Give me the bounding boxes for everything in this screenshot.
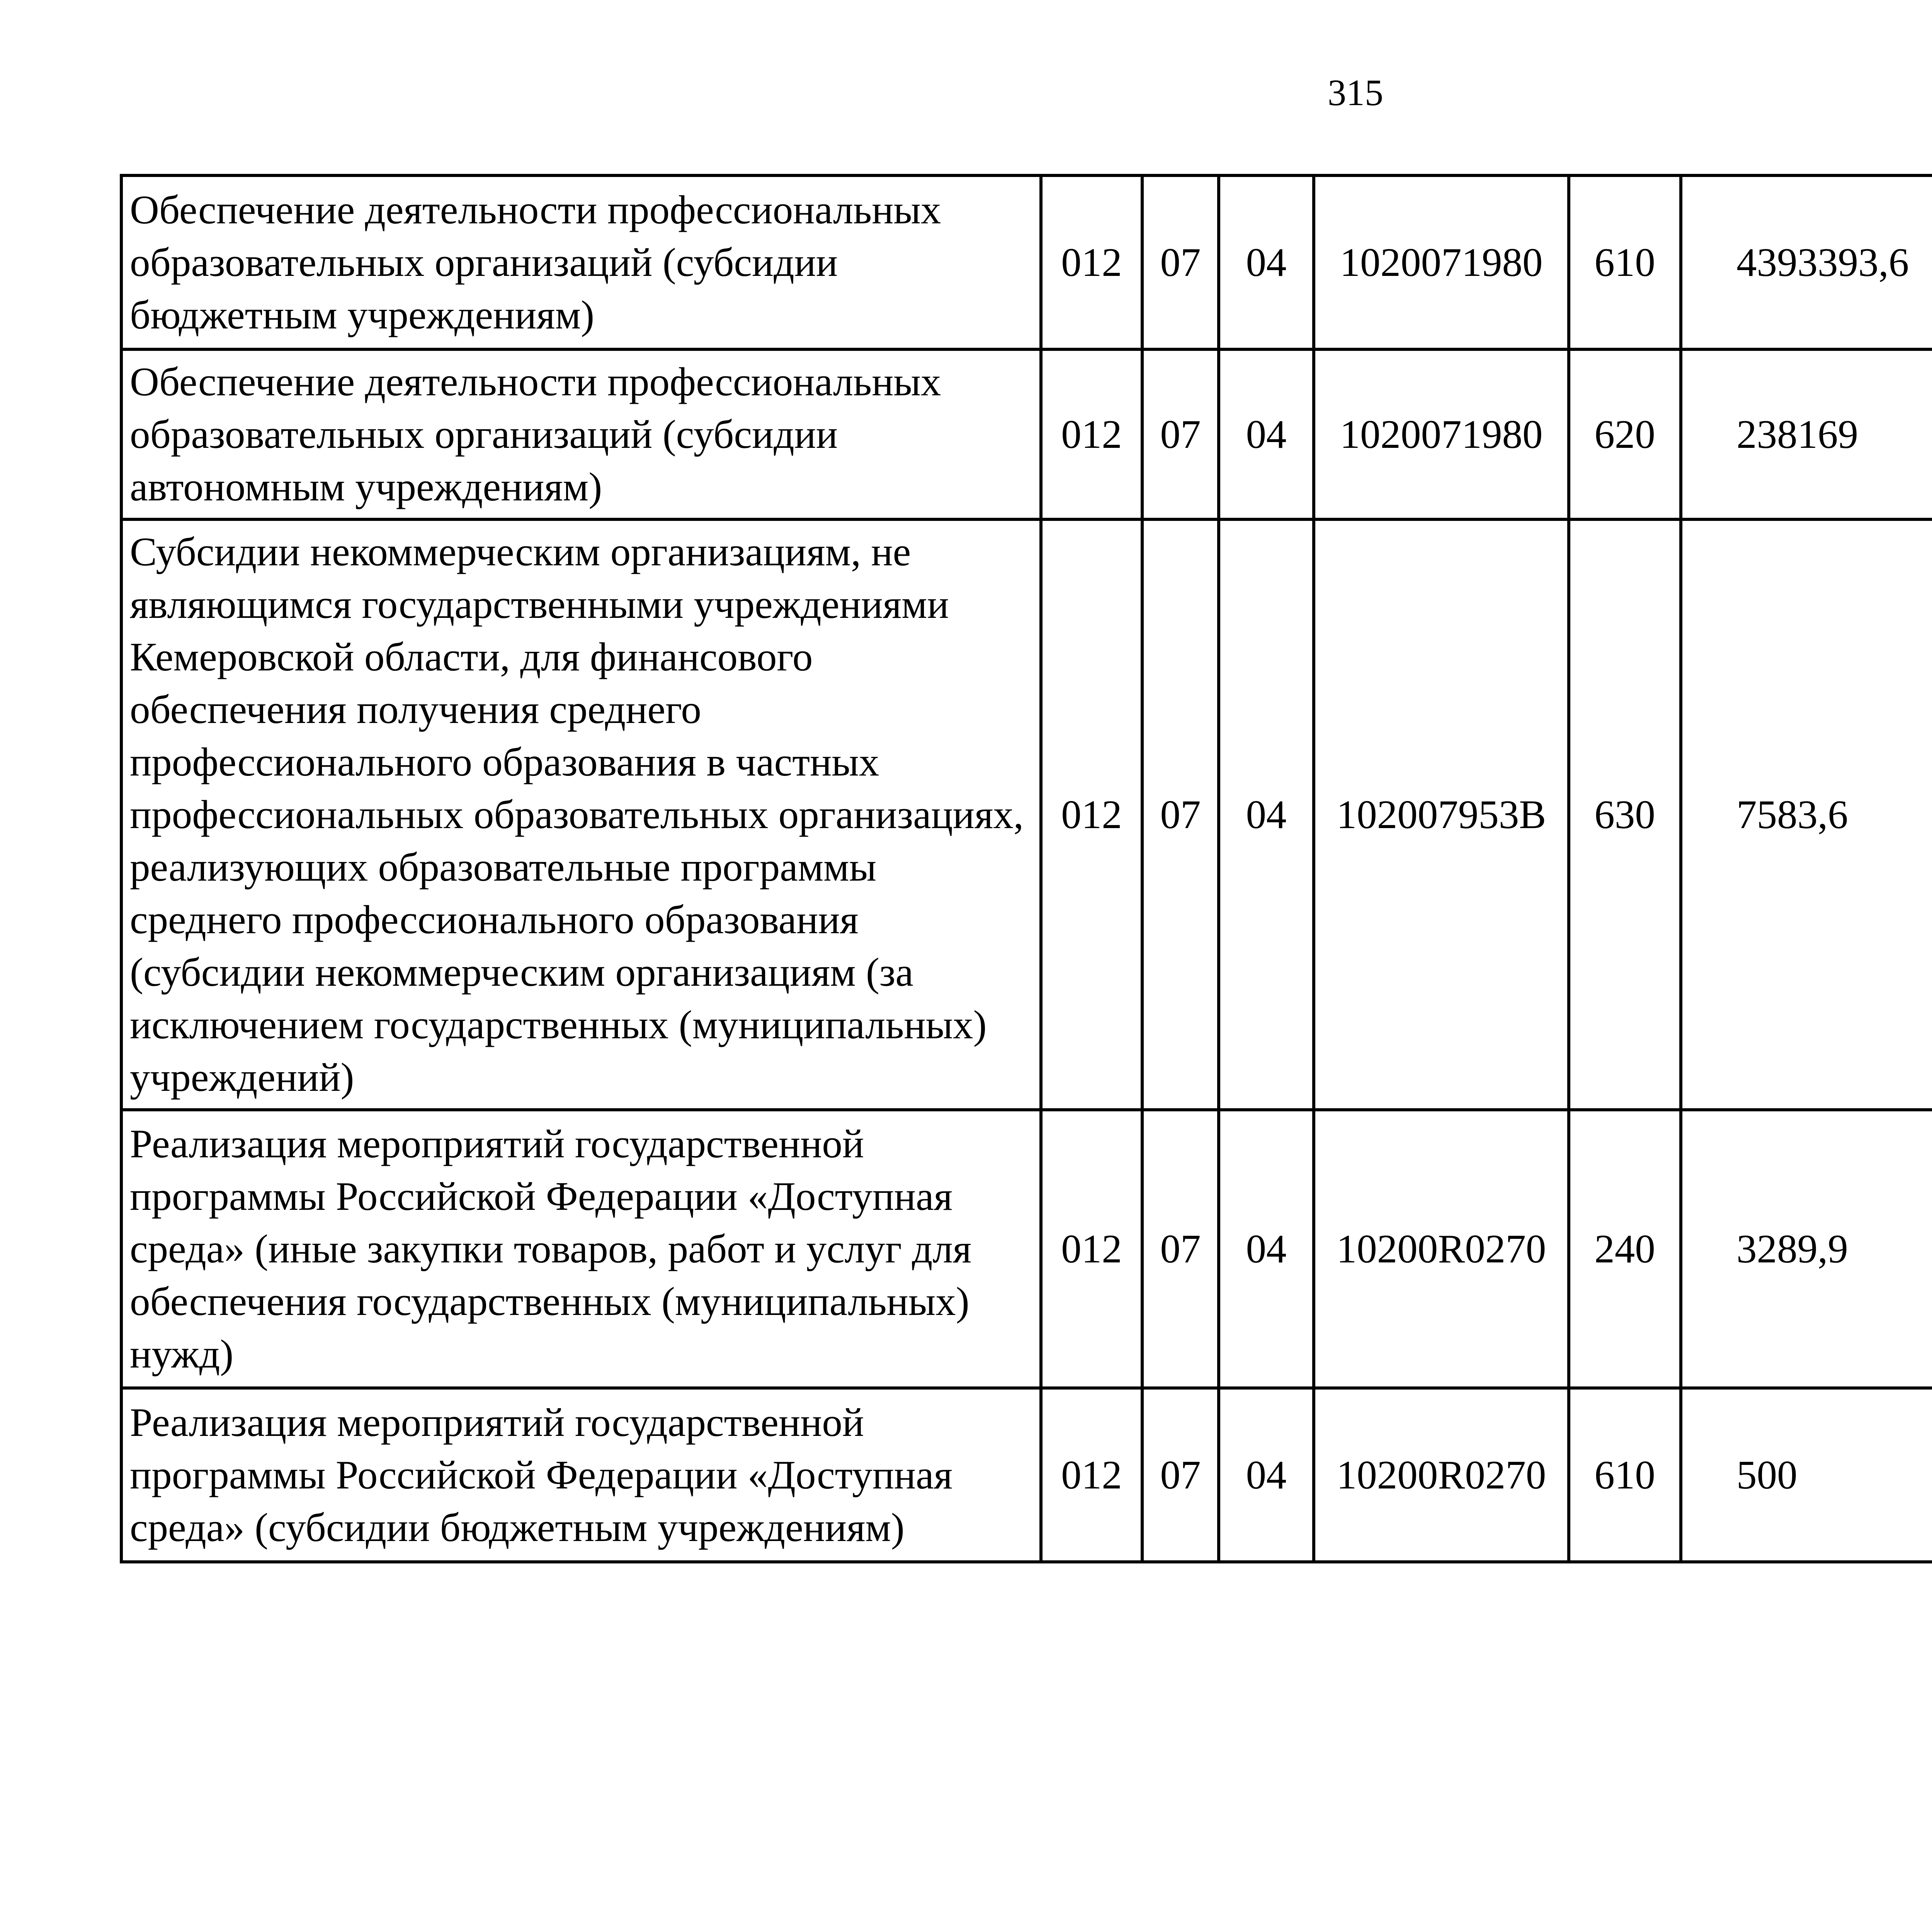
expense-name: Реализация мероприятий государственной программы Российской Федерации «Доступная среда» (субсидии бюджетным учреждениям) [121, 1388, 1041, 1562]
amount-year-1: 3289,9 [1681, 1110, 1932, 1388]
target-article-code: 1020071980 [1314, 349, 1569, 519]
target-article-code: 102007953В [1314, 519, 1569, 1110]
expense-name: Реализация мероприятий государственной программы Российской Федерации «Доступная среда» (иные закупки товаров, работ и услуг для обеспечения государственных (муниципальных) нужд) [121, 1110, 1041, 1388]
subsection-code: 04 [1219, 175, 1314, 349]
subsection-code: 04 [1219, 519, 1314, 1110]
ministry-code: 012 [1041, 175, 1142, 349]
ministry-code: 012 [1041, 1388, 1142, 1562]
expense-type-code: 240 [1569, 1110, 1681, 1388]
expense-type-code: 630 [1569, 519, 1681, 1110]
ministry-code: 012 [1041, 519, 1142, 1110]
amount-year-1: 500 [1681, 1388, 1932, 1562]
subsection-code: 04 [1219, 1388, 1314, 1562]
expense-name: Субсидии некоммерческим организациям, не являющимся государственными учреждениями Кемеровской области, для финансового обеспечения получения среднего профессионального образования в частных профессиональных образовательных организациях, реализующих образовательные программы среднего профессионального образования (субсидии некоммерческим организациям (за исключением государственных (муниципальных) учреждений) [121, 519, 1041, 1110]
section-code: 07 [1142, 1110, 1219, 1388]
target-article-code: 10200R0270 [1314, 1388, 1569, 1562]
expense-name: Обеспечение деятельности профессиональных образовательных организаций (субсидии автономным учреждениям) [121, 349, 1041, 519]
ministry-code: 012 [1041, 1110, 1142, 1388]
table-row [121, 519, 1932, 1110]
amount-year-1: 4393393,6 [1681, 175, 1932, 349]
expense-type-code: 610 [1569, 1388, 1681, 1562]
expense-type-code: 610 [1569, 175, 1681, 349]
expense-name: Обеспечение деятельности профессиональных образовательных организаций (субсидии бюджетным учреждениям) [121, 175, 1041, 349]
amount-year-1: 7583,6 [1681, 519, 1932, 1110]
section-code: 07 [1142, 349, 1219, 519]
table-row [121, 1110, 1932, 1388]
table-row [121, 349, 1932, 519]
table-row [121, 1388, 1932, 1562]
amount-year-1: 238169 [1681, 349, 1932, 519]
budget-table [120, 174, 1932, 1563]
expense-type-code: 620 [1569, 349, 1681, 519]
subsection-code: 04 [1219, 1110, 1314, 1388]
target-article-code: 10200R0270 [1314, 1110, 1569, 1388]
subsection-code: 04 [1219, 349, 1314, 519]
section-code: 07 [1142, 1388, 1219, 1562]
target-article-code: 1020071980 [1314, 175, 1569, 349]
ministry-code: 012 [1041, 349, 1142, 519]
section-code: 07 [1142, 175, 1219, 349]
section-code: 07 [1142, 519, 1219, 1110]
page-number: 315 [1328, 72, 1383, 113]
table-row [121, 175, 1932, 349]
